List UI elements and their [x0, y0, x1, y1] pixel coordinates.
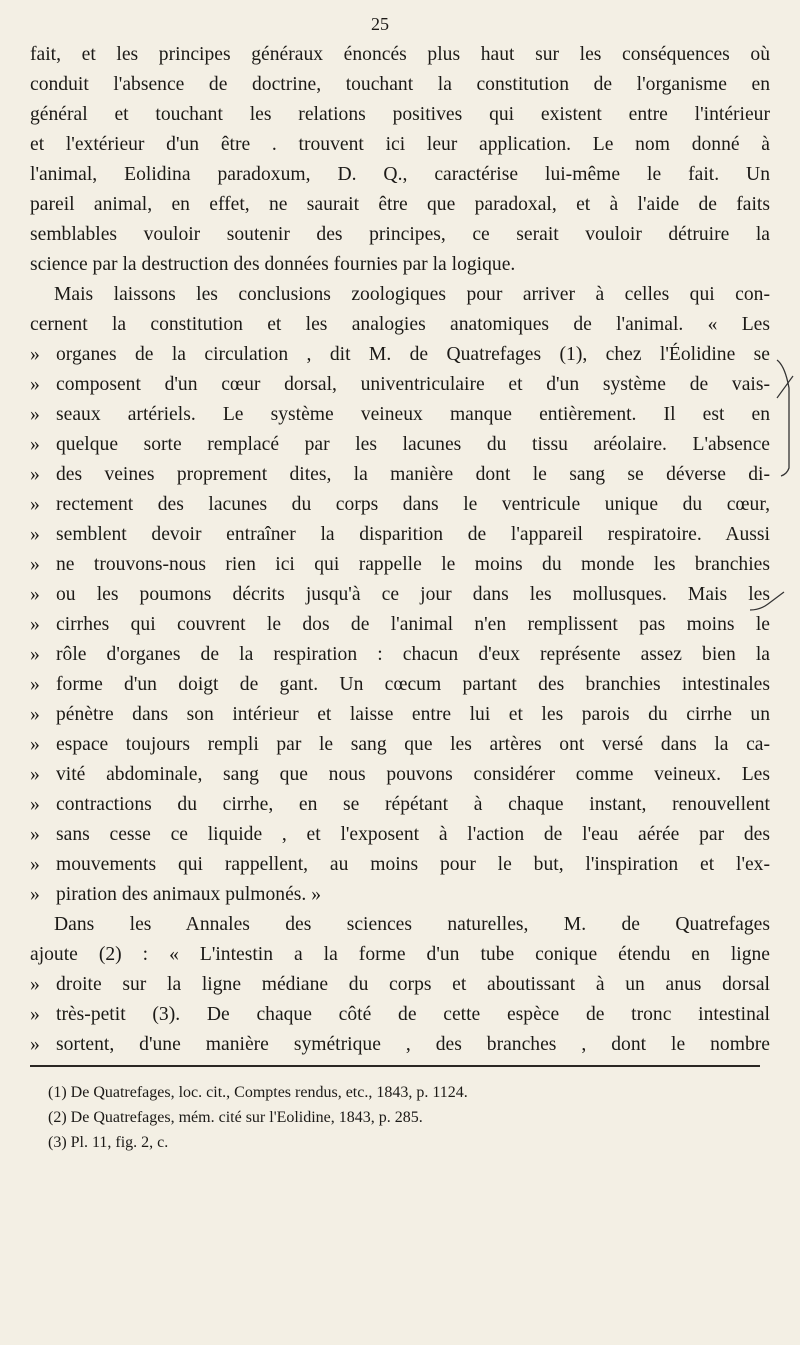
text-line: ajoute (2) : « L'intestin a la forme d'un tube conique étendu en ligne — [30, 944, 770, 965]
text-line: l'animal, Eolidina paradoxum, D. Q., caractérise lui-même le fait. Un — [30, 164, 770, 185]
footnote-rule — [30, 1065, 760, 1067]
quoted-line: » forme d'un doigt de gant. Un cœcum partant des branchies intestinales — [30, 674, 770, 695]
footnote: (1) De Quatrefages, loc. cit., Comptes rendus, etc., 1843, p. 1124. — [48, 1084, 468, 1101]
body-text — [30, 40, 770, 1060]
quoted-line: » sans cesse ce liquide , et l'exposent à l'action de l'eau aérée par des — [30, 824, 770, 845]
quoted-line: » quelque sorte remplacé par les lacunes du tissu aréolaire. L'absence — [30, 434, 770, 455]
quoted-line: » vité abdominale, sang que nous pouvons considérer comme veineux. Les — [30, 764, 770, 785]
text-line: Dans les Annales des sciences naturelles, M. de Quatrefages — [54, 914, 770, 935]
quoted-line: » cirrhes qui couvrent le dos de l'animal n'en remplissent pas moins le — [30, 614, 770, 635]
text-line: et l'extérieur d'un être . trouvent ici leur application. Le nom donné à — [30, 134, 770, 155]
quoted-line: » organes de la circulation , dit M. de Quatrefages (1), chez l'Éolidine se — [30, 344, 770, 365]
text-line: pareil animal, en effet, ne saurait être que paradoxal, et à l'aide de faits — [30, 194, 770, 215]
page-number: 25 — [371, 14, 389, 34]
quoted-line: » des veines proprement dites, la manière dont le sang se déverse di- — [30, 464, 770, 485]
quoted-line: » ou les poumons décrits jusqu'à ce jour dans les mollusques. Mais les — [30, 584, 770, 605]
quoted-line: » semblent devoir entraîner la disparition de l'appareil respiratoire. Aussi — [30, 524, 770, 545]
footnote: (3) Pl. 11, fig. 2, c. — [48, 1134, 169, 1151]
quoted-line: » sortent, d'une manière symétrique , des branches , dont le nombre — [30, 1034, 770, 1055]
text-line: Mais laissons les conclusions zoologiques pour arriver à celles qui con- — [54, 284, 770, 305]
quoted-line: » seaux artériels. Le système veineux manque entièrement. Il est en — [30, 404, 770, 425]
quoted-line: » espace toujours rempli par le sang que les artères ont versé dans la ca- — [30, 734, 770, 755]
margin-tick-annotation — [748, 590, 788, 614]
quoted-line: » ne trouvons-nous rien ici qui rappelle le moins du monde les branchies — [30, 554, 770, 575]
footnotes — [48, 1080, 748, 1155]
quoted-line: » composent d'un cœur dorsal, univentriculaire et d'un système de vais- — [30, 374, 770, 395]
quoted-line: » contractions du cirrhe, en se répétant à chaque instant, renouvellent — [30, 794, 770, 815]
quoted-line: » piration des animaux pulmonés. » — [30, 884, 322, 905]
margin-bracket-annotation — [771, 358, 800, 478]
text-line: fait, et les principes généraux énoncés plus haut sur les conséquences où — [30, 44, 770, 65]
quoted-line: » pénètre dans son intérieur et laisse entre lui et les parois du cirrhe un — [30, 704, 770, 725]
text-line: science par la destruction des données fournies par la logique. — [30, 254, 516, 275]
quoted-line: » rectement des lacunes du corps dans le ventricule unique du cœur, — [30, 494, 770, 515]
text-line: cernent la constitution et les analogies anatomiques de l'animal. « Les — [30, 314, 770, 335]
text-line: général et touchant les relations positives qui existent entre l'intérieur — [30, 104, 770, 125]
quoted-line: » très-petit (3). De chaque côté de cette espèce de tronc intestinal — [30, 1004, 770, 1025]
footnote: (2) De Quatrefages, mém. cité sur l'Eolidine, 1843, p. 285. — [48, 1109, 423, 1126]
quoted-line: » droite sur la ligne médiane du corps et aboutissant à un anus dorsal — [30, 974, 770, 995]
text-line: semblables vouloir soutenir des principes, ce serait vouloir détruire la — [30, 224, 770, 245]
quoted-line: » mouvements qui rappellent, au moins pour le but, l'inspiration et l'ex- — [30, 854, 770, 875]
quoted-line: » rôle d'organes de la respiration : chacun d'eux représente assez bien la — [30, 644, 770, 665]
text-line: conduit l'absence de doctrine, touchant la constitution de l'organisme en — [30, 74, 770, 95]
